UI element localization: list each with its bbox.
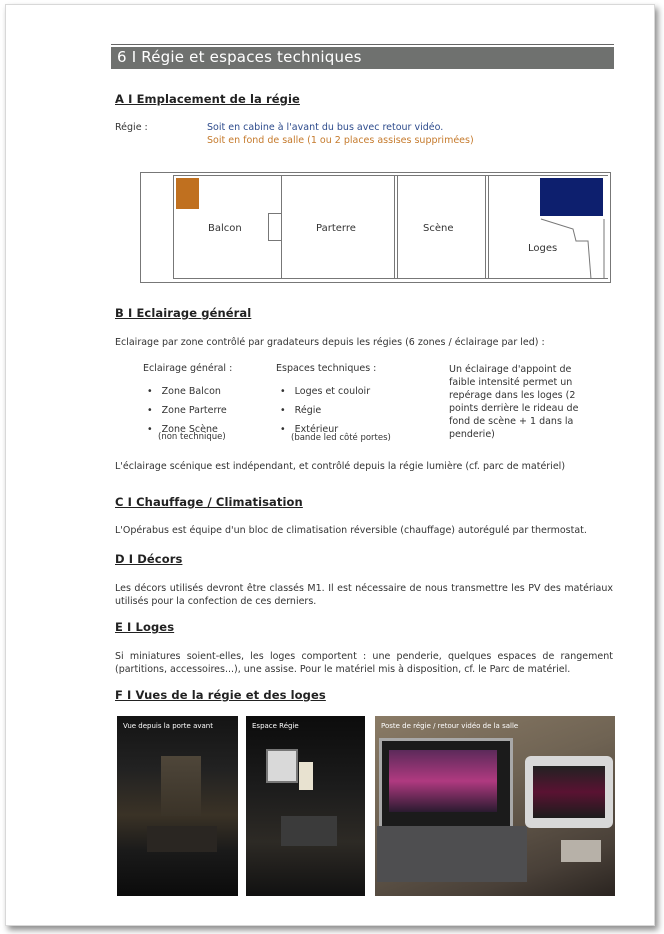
lighting-tech-title: Espaces techniques :: [276, 363, 377, 374]
lighting-outro: L'éclairage scénique est indépendant, et contrôlé depuis la régie lumière (cf. parc de matériel): [115, 461, 566, 472]
plan-label-balcon: Balcon: [208, 223, 242, 234]
loges-text: Si miniatures soient-elles, les loges comportent : une penderie, quelques espaces de rangement (partitions, accessoires...), une assise. Pour le matériel mis à disposition, cf. le Parc de matériel.: [115, 651, 613, 675]
regie-label: Régie :: [115, 122, 148, 133]
lighting-tech-note: (bande led côté portes): [291, 433, 391, 443]
list-item: • Extérieur: [280, 424, 339, 435]
lighting-general-list: [147, 382, 227, 439]
photo-caption: Espace Régie: [252, 722, 299, 730]
heading-d: D I Décors: [115, 552, 183, 566]
list-item: • Zone Scène: [147, 424, 218, 435]
regie-option-cabin: Soit en cabine à l'avant du bus avec retour vidéo.: [207, 122, 444, 133]
heading-f: F I Vues de la régie et des loges: [115, 688, 326, 702]
climate-text: L'Opérabus est équipe d'un bloc de climatisation réversible (chauffage) autorégulé par thermostat.: [115, 525, 587, 536]
regie-option-back: Soit en fond de salle (1 ou 2 places assises supprimées): [207, 135, 474, 146]
plan-label-loges: Loges: [528, 243, 558, 254]
photo-control-desk: [375, 716, 615, 896]
photo-front-door: [117, 716, 238, 896]
lighting-general-note: (non technique): [158, 432, 226, 442]
list-item: • Régie: [280, 405, 322, 416]
heading-e: E I Loges: [115, 620, 175, 634]
lighting-intro: Eclairage par zone contrôlé par gradateurs depuis les régies (6 zones / éclairage par led) :: [115, 337, 545, 348]
section-title-bar: [111, 44, 614, 70]
photo-regie-space: [246, 716, 365, 896]
decor-text: Les décors utilisés devront être classés M1. Il est nécessaire de nous transmettre les PV des matériaux utilisés pour la confection de ces derniers.: [115, 583, 613, 607]
heading-a: A I Emplacement de la régie: [115, 92, 300, 106]
bus-floor-plan: [140, 172, 611, 283]
regie-cabin-marker: [540, 178, 603, 216]
list-item: • Loges et couloir: [280, 386, 371, 397]
section-title: 6 I Régie et espaces techniques: [117, 48, 362, 66]
lighting-general-title: Eclairage général :: [143, 363, 233, 374]
list-item: • Zone Parterre: [147, 405, 227, 416]
plan-label-scene: Scène: [423, 223, 454, 234]
photo-caption: Vue depuis la porte avant: [123, 722, 213, 730]
heading-b: B I Eclairage général: [115, 306, 252, 320]
lighting-tech-list: [280, 382, 370, 439]
regie-back-marker: [176, 178, 199, 209]
plan-label-parterre: Parterre: [316, 223, 356, 234]
heading-c: C I Chauffage / Climatisation: [115, 495, 303, 509]
photo-caption: Poste de régie / retour vidéo de la salle: [381, 722, 519, 730]
list-item: • Zone Balcon: [147, 386, 221, 397]
lighting-extra-note: Un éclairage d'appoint de faible intensité permet un repérage dans les loges (2 points derrière le rideau de fond de scène + 1 dans la penderie): [449, 364, 579, 440]
